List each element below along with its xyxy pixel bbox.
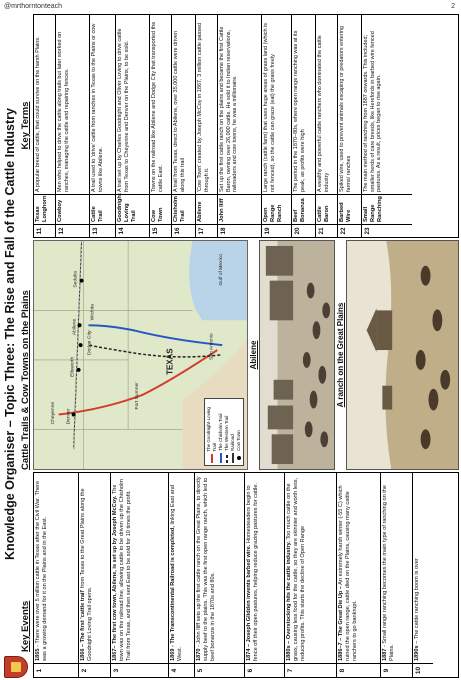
event-lead: 1874 – Joseph Glidden invents barbed wire. [246,544,252,661]
key-terms-heading: Key Terms [20,101,31,150]
term-definition: Towns on the railroad like Abilene and Dodge City that transported the cattle East. [151,21,164,192]
term-name: Goodnight Loving Trail [116,194,149,224]
event-row [337,473,381,677]
event-text [169,473,194,663]
event-number: 6 [245,663,284,677]
term-row [172,15,196,237]
term-name: Beef Bonanza [292,194,315,224]
term-number: 21 [316,224,337,237]
author-handle: @mrthorntonteach [4,2,63,10]
legend-cow-town: Cow Town [236,430,241,451]
event-row [111,473,169,677]
event-number: 3 [111,663,168,677]
page-number: 2 [451,2,455,10]
event-row [195,473,245,677]
event-row [381,473,413,677]
event-detail: - There were over 5 million cattle in Texas after the Civil War. There was a growing demand for it on the Plains and in the East. [35,480,48,661]
page-title: Knowledge Organiser – Topic Three: The Rise and Fall of the Cattle Industry [3,108,17,560]
event-lead: 1887 [382,648,388,661]
event-lead: 1867– The first cow town, Abilene, is set up by Joseph McCoy. [112,495,118,661]
term-name: Small Range Ranching [362,194,412,224]
event-detail: – The cattle ranching boom is over [414,558,420,646]
map-label-dodge-city: Dodge City [87,330,93,355]
map-label-texas: TEXAS [165,348,175,375]
event-text [381,473,412,663]
term-definition: A trail set up by Charles Goodnight and Oliver Loving to drive cattle from Texas to Cheyenne and Denver on the Plains, to be sold. [117,28,130,192]
term-number: 19 [262,224,291,237]
event-text [245,473,284,663]
term-row [262,15,292,237]
event-number: 7 [285,663,336,677]
term-row [196,15,218,237]
event-text [79,473,110,663]
term-name: Texas Longhorn [34,194,55,224]
term-row [362,15,412,237]
term-number: 18 [218,224,261,237]
term-number: 14 [116,224,149,237]
term-definition: A trail from Texas, direct to Abilene, over 35,000 cattle were driven along this trail [173,30,186,192]
map-label-abilene: Abilene [72,318,78,336]
term-definition: 'Cow Town' created by Joseph McCoy in 1867, 3 million cattle passed through it. [197,22,210,192]
event-row [413,473,433,677]
term-number: 16 [172,224,195,237]
event-detail: An extremely harsh winter (-55 C) which ruined the open range, cattle died on the Plains, causing many cattle ranchers to go bankrupt. [338,485,358,661]
term-row [292,15,316,237]
event-number: 8 [337,663,380,677]
event-lead: 1865 [35,648,41,661]
event-detail: - Small range ranching becomes the main type of ranching on the Plains. [382,484,395,661]
top-bar [0,0,461,12]
event-lead: 1866 – The first 'cattle trail' [80,589,86,661]
term-definition: A trail used to 'drive' cattle from ranches in Texas to the Plains or cow towns like Abilene. [91,23,104,192]
term-row [116,15,150,237]
event-text [111,473,168,663]
term-row [338,15,362,237]
map-label-san-antonio: San Antonio [209,333,215,360]
map-label-wichita: Wichita [90,304,96,321]
term-number: 12 [56,224,89,237]
event-number: 2 [79,663,110,677]
event-row [34,473,79,677]
event-detail: linking East and West. [170,485,183,661]
key-events-table [33,472,459,678]
map-label-cheyenne: Cheyenne [50,401,56,425]
term-number: 20 [292,224,315,237]
event-text [413,473,433,663]
term-name: Cattle Trail [90,194,115,224]
event-lead: 1886–7 – The Great Die Up – [338,586,344,661]
term-name: John Iliff [218,194,261,224]
term-number: 15 [150,224,171,237]
term-definition: Set up the first cattle ranch on the plains and became the first Cattle Baron, owning over 26,000 cattle. He sold it to Indian reservations, railroaders and cow towns, he was a millionaire. [219,26,239,192]
school-crest-icon [4,656,28,678]
term-definition: The main method of ranching from 1887 onwards. This included; smaller herds of care breeds, like Herefords in barbed wire fenced pastures. As a result, prices began to rise again. [363,31,383,192]
term-row [56,15,90,237]
event-text [34,473,78,663]
term-name: Cow Town [150,194,171,224]
term-name: Chisholm Trail [172,194,195,224]
event-row [285,473,337,677]
term-row [150,15,172,237]
term-definition: Spiked wire, used to prevent animals escaping or predators entering farms/ ranches [339,25,352,192]
event-lead: 1869 - The Transcontinental Railroad is completed, [170,526,176,661]
term-name: Open Range Ranch [262,194,291,224]
event-text [285,473,336,663]
map-label-denver: Denver [66,408,72,425]
term-name: Cowboy [56,194,89,224]
term-number: 22 [338,224,361,237]
event-row [79,473,111,677]
event-lead: 1880s – Overstocking hits the cattle industry. [286,541,292,661]
event-detail: - John Iliff sets up the first cattle ranch on the Great Plains, to directly supply beef to the plains. This was the first open range ranch, which led to beef bonanza in the 1870s and 80s. [196,476,216,661]
event-detail: from Texas to the Great Plains along the Goodnight Loving Trail opens. [80,488,93,661]
term-definition: A wealthy and powerful cattle ranchers who dominated the cattle industry [317,35,330,192]
map-heading: Cattle Trails & Cow Towns on the Plains [20,290,31,470]
event-number: 4 [169,663,194,677]
cattle-trails-map [33,240,248,470]
legend-goodnight: The Goodnight-Loving Trail [206,407,217,452]
event-number: 5 [195,663,244,677]
event-text [337,473,380,663]
term-number: 13 [90,224,115,237]
abilene-photo [259,240,335,470]
legend-railroad: Railroad [230,434,235,451]
event-detail: Homesteaders begin to fence off their open pastures, helping reduce grazing pastures for cattle. [246,482,259,661]
term-name: Cattle Baron [316,194,337,224]
term-definition: A popular breed of cattle, that could survive on the harsh Plains. [35,36,41,192]
legend-chisholm: The Chisholm Trail [218,413,223,451]
term-definition: Men who helped to drive the cattle along trails but later worked on ranches, managing the cattle and repairing fences. [57,31,70,192]
term-row [218,15,262,237]
map-label-fort-sumner: Fort Sumner [135,382,141,410]
term-row [34,15,56,237]
term-number: 23 [362,224,412,237]
event-number: 1 [34,663,78,677]
map-label-gulf: Gulf of Mexico [219,254,225,286]
term-name: Barbed Wire [338,194,361,224]
key-terms-table [33,14,459,238]
term-definition: Large ranch (cattle farm) that uses huge areas of grass land (which is not fenced), so the cattle can graze (eat) the grass freely [263,22,276,192]
term-definition: The period in the 1870–80s, where open range ranching was at its peak, as profits were high [293,30,306,192]
term-name: Abilene [196,194,217,224]
key-events-heading: Key Events [20,600,31,652]
ranch-painting [346,240,459,470]
event-number: 9 [381,663,412,677]
event-detail: The town was on the railroad line, allowing cattle to be driven up the Chisholm Trail from Texas, and then sent East to be sold for 10 times the profit. [112,479,132,661]
term-row [90,15,116,237]
ranch-caption: A ranch on the Great Plains [336,302,345,408]
legend-western: The Western Trail [224,415,229,451]
event-number: 10 [413,663,433,677]
event-lead: 1870 [196,648,202,661]
event-lead: 1890s [414,645,420,661]
term-number: 17 [196,224,217,237]
map-label-ellsworth: Ellsworth [70,356,76,377]
event-row [169,473,195,677]
map-legend [204,398,244,466]
map-label-sedalia: Sedalia [73,271,79,288]
event-text [195,473,244,663]
abilene-caption: Abilene [249,340,258,370]
knowledge-organiser-sheet [0,12,461,680]
event-row [245,473,285,677]
term-number: 11 [34,224,55,237]
term-row [316,15,338,237]
event-detail: Too much cattle on the grass, causing less food for the cattle, so they are skinnier and worth less, reducing profits. This starts the decline of Open Range [286,477,306,661]
